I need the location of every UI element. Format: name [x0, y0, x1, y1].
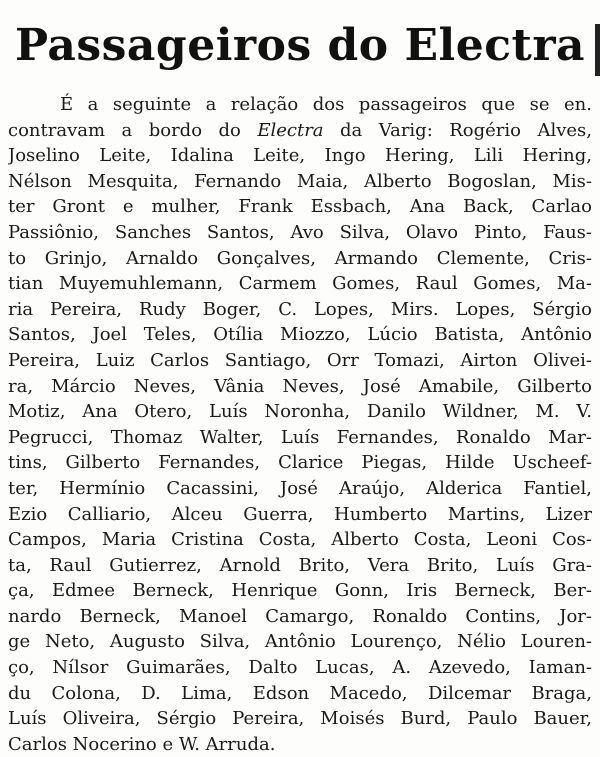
article-line: Luís Oliveira, Sérgio Pereira, Moisés Burd, Paulo Bauer,: [8, 708, 592, 730]
article-line: Motiz, Ana Otero, Luís Noronha, Danilo Wildner, M. V.: [8, 401, 592, 423]
article-line: ço, Nílsor Guimarães, Dalto Lucas, A. Azevedo, Iaman-: [8, 657, 592, 679]
article-line: Joselino Leite, Idalina Leite, Ingo Hering, Lili Hering,: [8, 145, 592, 167]
article-line: ter, Hermínio Cacassini, José Araújo, Alderica Fantiel,: [8, 477, 592, 499]
article-line: Carlos Nocerino e W. Arruda.: [8, 733, 276, 755]
article-line: ria Pereira, Rudy Boger, C. Lopes, Mirs. Lopes, Sérgio: [8, 298, 592, 320]
article-line: É a seguinte a relação dos passageiros que se en.: [60, 94, 592, 115]
article-line: Pereira, Luiz Carlos Santiago, Orr Tomazi, Airton Olivei-: [8, 349, 592, 371]
headline: Passageiros do Electra: [14, 20, 586, 71]
article-line: [8, 118, 592, 144]
article-line: ge Neto, Augusto Silva, Antônio Lourenço, Nélio Louren-: [8, 631, 592, 653]
article-line: ter Gront e mulher, Frank Essbach, Ana Back, Carlao: [8, 196, 592, 218]
article-line: to Grinjo, Arnaldo Gonçalves, Armando Clemente, Cris-: [8, 247, 592, 269]
article-line: tian Muyemuhlemann, Carmem Gomes, Raul Gomes, Ma-: [8, 273, 592, 295]
article-line: ta, Raul Gutierrez, Arnold Brito, Vera Brito, Luís Gra-: [8, 554, 592, 576]
article-line: ra, Márcio Neves, Vânia Neves, José Amabile, Gilberto: [8, 375, 592, 397]
article-line: Nélson Mesquita, Fernando Maia, Alberto Bogoslan, Mis-: [8, 170, 592, 192]
article-line: Ezio Calliario, Alceu Guerra, Humberto Martins, Lizer: [8, 503, 592, 525]
article-line-text: contravam a bordo do Electra da Varig: Rogério Alves,: [8, 119, 592, 141]
article-line: nardo Berneck, Manoel Camargo, Ronaldo Contins, Jor-: [8, 605, 592, 627]
aircraft-name: Electra: [257, 119, 324, 141]
article-line: Passiônio, Sanches Santos, Avo Silva, Olavo Pinto, Faus-: [8, 221, 592, 243]
article-line: ça, Edmee Berneck, Henrique Gonn, Iris Berneck, Ber-: [8, 580, 592, 602]
article-line: tins, Gilberto Fernandes, Clarice Piegas, Hilde Uscheef-: [8, 452, 592, 474]
article-line: Santos, Joel Teles, Otília Miozzo, Lúcio Batista, Antônio: [8, 324, 592, 346]
article-line: Campos, Maria Cristina Costa, Alberto Costa, Leoni Cos-: [8, 529, 592, 551]
article-line: du Colona, D. Lima, Edson Macedo, Dilcemar Braga,: [8, 682, 592, 704]
column-edge-rule: [595, 24, 600, 76]
article-line: Pegrucci, Thomaz Walter, Luís Fernandes, Ronaldo Mar-: [8, 426, 592, 448]
article-body: [8, 92, 592, 757]
